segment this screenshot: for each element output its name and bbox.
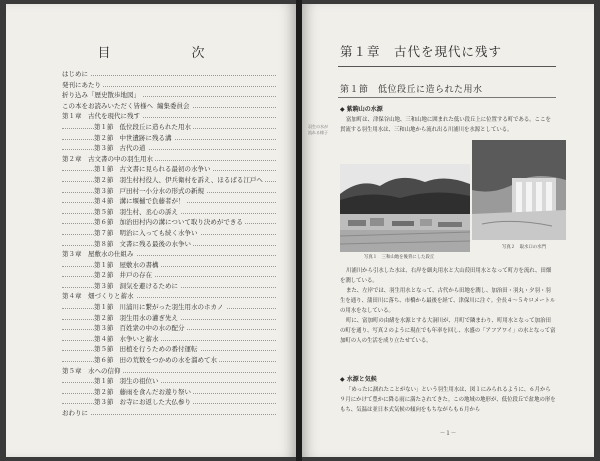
toc-section-number: 第１節: [94, 123, 120, 131]
chapter-page: [302, 4, 594, 457]
photo-2-caption: 写真２ 取水口の水門: [502, 245, 546, 250]
toc-section-title: 洞気を避けるために: [119, 281, 178, 290]
toc-section-number: 第５節: [94, 345, 120, 353]
toc-section: [62, 239, 276, 250]
toc-section: [62, 122, 276, 133]
toc-chapter: [62, 366, 276, 377]
body-paragraphs: 川浦川から引水した水は、右岸を細丸用水と大山葭田用水となって町方を流れ、田畑を潤している。 また、左岸では、羽生用水となって、古代から田地を潤し、加治田・羽丸・夕羽・羽生を通り、蒲田川に落ち、市橋から最後を経て、津保川に注ぐ。全長４～５キロメートルの用水をなしている。 町に、富加町の由緒を水源とする大洞川が、月町で隣まわり、町用水となって加治田の町を通り、写真２のように現在でも年率を回し、水盛の「アフアワイ」の水となって富加町の人の生活を成り立たせている。: [340, 268, 556, 344]
section-rule: [338, 97, 556, 98]
toc-section: [62, 175, 276, 186]
toc-section-number: 第２節: [94, 176, 120, 184]
chapter-title: 第１章 古代を現代に残す: [340, 44, 503, 59]
toc-section-number: 第３節: [94, 144, 120, 152]
toc-section: [62, 143, 276, 154]
toc-title: 目 次: [97, 46, 239, 61]
toc-section: [62, 133, 276, 144]
toc-section-number: 第１節: [94, 303, 120, 311]
toc-chapter-label: 第４章 畑づくりと蓄水: [62, 292, 134, 301]
toc-section-title: 古代の道: [119, 144, 146, 153]
toc-front-item: [62, 80, 276, 91]
toc-section: [62, 196, 276, 207]
toc-section-number: 第２節: [94, 271, 120, 279]
toc-section-title: 川浦川に繋がった羽生用水のホカノ: [119, 303, 224, 312]
toc-section-title: 井戸の存在: [119, 271, 152, 280]
toc-front-label: この本をお読みいただく皆様へ: [62, 101, 153, 110]
paragraph-1: 富加町は、津保谷山地、三和山地に囲まれた低い段丘上に位置する町である。ここを貫流する羽生用水は、三和山地から流れ出る川浦川を水源としている。: [340, 117, 551, 133]
toc-section-number: 第３節: [94, 398, 120, 406]
toc-section-title: 文書に残る最後の水争い: [119, 239, 191, 248]
toc-front-item: [62, 90, 276, 101]
toc-section-number: 第７節: [94, 229, 120, 237]
photo-sluice-gate: [472, 140, 566, 240]
toc-section-number: 第３節: [94, 324, 120, 332]
toc-section-title: 古文書に見られる最初の水争い: [119, 165, 211, 174]
toc-chapter: [62, 291, 276, 302]
toc-chapter: [62, 249, 276, 260]
subhead-water-source: ◆ 紫駒山の水源: [340, 106, 383, 113]
toc-section-number: 第２節: [94, 388, 120, 396]
toc-section-title: 屋敷水の書構: [119, 260, 159, 269]
toc-back-label: おわりに: [62, 409, 88, 417]
toc-section-number: 第２節: [94, 134, 120, 142]
toc-section-title: お寺にお返した大仏参り: [119, 398, 191, 407]
toc-back-item: [62, 408, 276, 419]
toc-section: [62, 313, 276, 324]
toc-section-number: 第３節: [94, 282, 120, 290]
toc-section-title: 羽生の祖位い: [119, 377, 159, 386]
toc-section-number: 第１節: [94, 261, 120, 269]
toc-front-item: [62, 101, 276, 112]
toc-section: [62, 281, 276, 292]
toc-section-number: 第１節: [94, 377, 120, 385]
toc-page: [6, 4, 296, 457]
toc-section-title: 溝に堰樋で負藤者が！: [119, 197, 185, 206]
toc-section: [62, 397, 276, 408]
toc-chapter-label: 第１章 古代を現代に残す: [62, 112, 140, 121]
toc-section-title: 戸田村一小分水の形式の新規: [119, 186, 204, 195]
toc-section-title: 中世遺跡に残る溝: [119, 133, 172, 142]
toc-leader-dots: [62, 75, 276, 76]
toc-section: [62, 323, 276, 334]
toc-section-title: 田植を行うための番付運転: [119, 345, 198, 354]
toc-front-label: 折り込み「歴史散歩地図」: [62, 91, 140, 100]
toc-section-number: 第８節: [94, 240, 120, 248]
photo-landscape: [340, 164, 470, 252]
toc-section: [62, 186, 276, 197]
toc-section: [62, 344, 276, 355]
toc-section-number: 第４節: [94, 197, 120, 205]
toc-section: [62, 217, 276, 228]
toc-section: [62, 334, 276, 345]
toc-section-title: 羽生用水の灌ぎ先え: [119, 313, 178, 322]
section-title: 第１節 低位段丘に造られた用水: [340, 85, 483, 95]
toc-leader-dots: [62, 414, 276, 415]
toc-section-title: 羽生村村役人、伊兵衛村を訴え、ほるばる江戸へ: [119, 175, 263, 184]
toc-chapter-label: 第２章 古文書の中の羽生用水: [62, 154, 153, 163]
toc-section: [62, 164, 276, 175]
toc-section-title: 加治田村内の溝について取り決めができる: [119, 218, 243, 227]
toc-note: 編集委員会: [157, 101, 190, 110]
toc-chapter-label: 第３章 屋敷水の仕組み: [62, 250, 134, 259]
subhead-water-climate: ◆ 水源と気候: [340, 376, 377, 383]
margin-note: 羽生の水が流れる様子: [308, 124, 328, 135]
toc-section: [62, 376, 276, 387]
toc-section: [62, 260, 276, 271]
toc-section-title: 藤雨を食んだお遊り祭い: [119, 387, 191, 396]
toc-section-title: 水争いと蓄水: [119, 334, 159, 343]
toc-section: [62, 302, 276, 313]
page-number: －１－: [439, 431, 457, 437]
chapter-rule: [338, 66, 556, 67]
toc-section-number: 第５節: [94, 208, 120, 216]
toc-section-number: 第４節: [94, 335, 120, 343]
toc-front-label: 発刊にあたり: [62, 80, 101, 89]
toc-section-title: 低位段丘に造られた用水: [119, 122, 191, 131]
toc-section-title: 明治に入っても続く水争い: [119, 228, 198, 237]
toc-chapter: [62, 111, 276, 122]
toc-section: [62, 228, 276, 239]
paragraph-5: 「めったに涸れたことがない」という羽生用水は、図１にみられるように、６月から９月にかけて豊かに降る雨に満たされてきた。この地域の地形が、低位段丘で盆地の形をもち、気温は並日本式気候の傾向をもちながらも６月から: [340, 387, 556, 413]
toc-section-title: 羽生村、丞心の訴え: [119, 207, 178, 216]
toc-section: [62, 207, 276, 218]
toc-section-number: 第６節: [94, 356, 120, 364]
toc-section: [62, 355, 276, 366]
toc-section: [62, 387, 276, 398]
toc-front-item: [62, 69, 276, 80]
toc-section-title: 百姓衆の中の水の配分: [119, 324, 185, 333]
toc-chapter: [62, 154, 276, 165]
toc-list: [62, 69, 276, 419]
toc-section-number: 第３節: [94, 187, 120, 195]
toc-front-label: はじめに: [62, 70, 88, 78]
toc-section-number: 第２節: [94, 314, 120, 322]
photo-1-caption: 写真１ 三和山地を後背にした段丘: [364, 255, 435, 260]
toc-section: [62, 270, 276, 281]
toc-section-number: 第１節: [94, 165, 120, 173]
toc-section-title: 田の荒数をつかめの水を溜めて水: [119, 356, 217, 365]
toc-section-number: 第６節: [94, 218, 120, 226]
toc-chapter-label: 第５章 水への信仰: [62, 366, 121, 375]
